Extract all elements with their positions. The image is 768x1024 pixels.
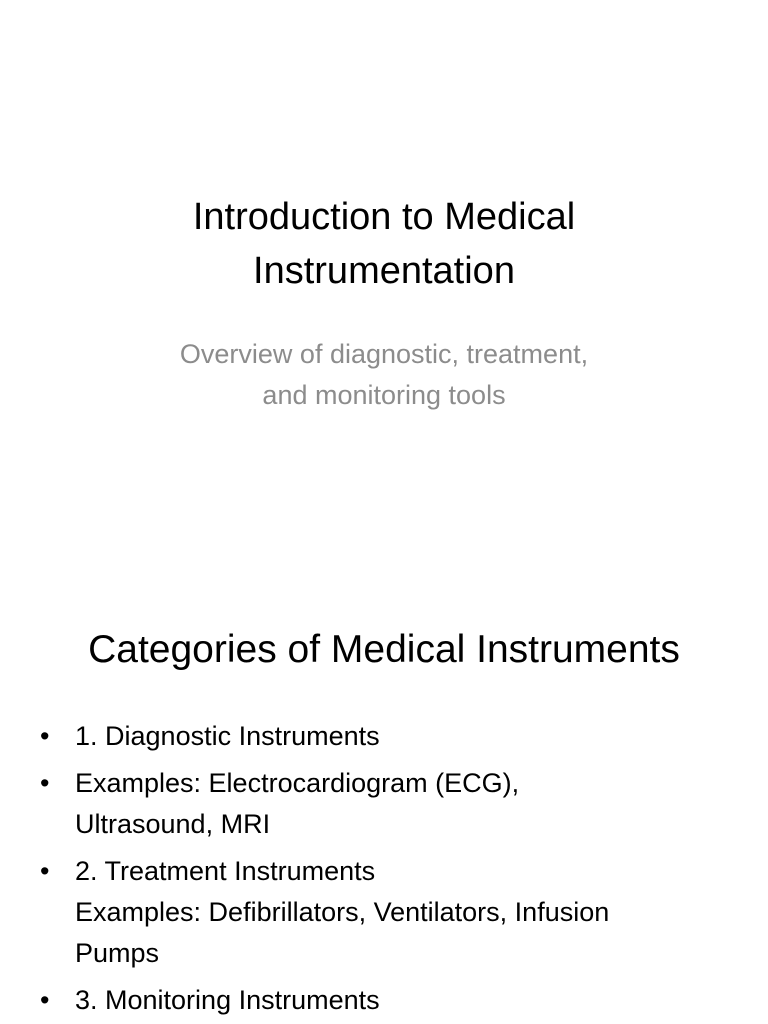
bullet-line: Ultrasound, MRI — [75, 809, 271, 839]
bullet-line: Pumps — [75, 938, 160, 968]
bullet-list — [40, 716, 740, 1024]
content-heading: Categories of Medical Instruments — [88, 628, 680, 671]
bullet-line: Examples: Defibrillators, Ventilators, Infusion — [75, 897, 610, 927]
bullet-icon: • — [40, 856, 50, 886]
content-slide — [0, 576, 768, 1024]
bullet-line: 3. Monitoring Instruments — [75, 985, 380, 1015]
bullet-text — [75, 763, 740, 845]
bullet-item-diagnostic-examples — [40, 763, 740, 845]
slide-subtitle-line-2: and monitoring tools — [262, 380, 506, 410]
bullet-line: 2. Treatment Instruments — [75, 856, 376, 886]
slide-title-line-2: Instrumentation — [253, 250, 515, 292]
bullet-icon: • — [40, 985, 50, 1015]
slide-title-line-1: Introduction to Medical — [192, 196, 576, 238]
bullet-icon: • — [40, 768, 50, 798]
bullet-line: Examples: Electrocardiogram (ECG), — [75, 768, 520, 798]
slide-subtitle — [0, 334, 768, 416]
slide-subtitle-line-1: Overview of diagnostic, treatment, — [179, 339, 589, 369]
bullet-line: 1. Diagnostic Instruments — [75, 721, 380, 751]
bullet-icon: • — [40, 721, 50, 751]
bullet-text — [75, 851, 740, 974]
bullet-item-treatment — [40, 851, 740, 974]
bullet-item-diagnostic — [40, 716, 740, 757]
slide-title — [0, 190, 768, 298]
bullet-item-monitoring — [40, 980, 740, 1021]
bullet-text — [75, 716, 740, 757]
bullet-text — [75, 980, 740, 1021]
